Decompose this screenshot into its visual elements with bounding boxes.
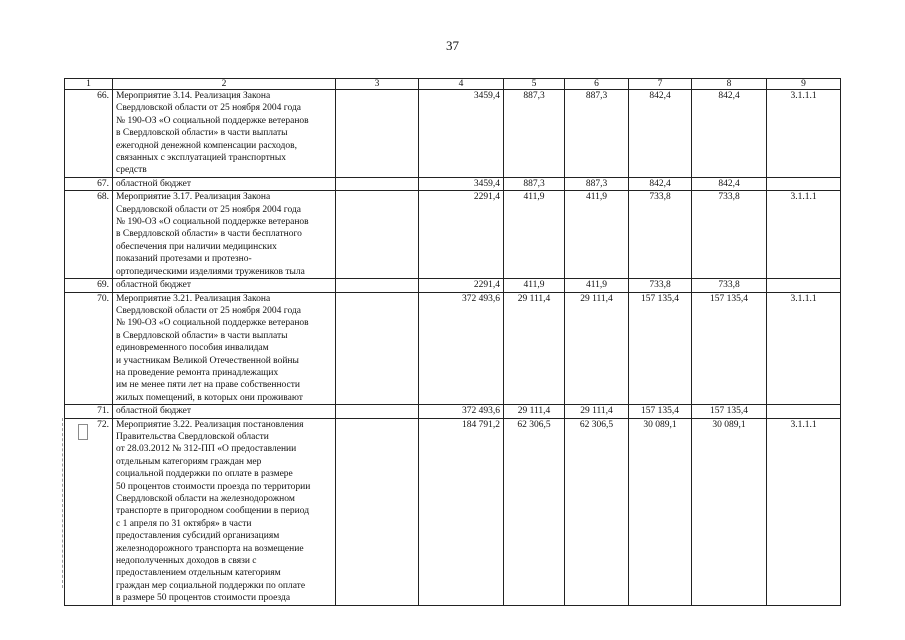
row-description: Мероприятие 3.21. Реализация Закона Свердловской области от 25 ноября 2004 года № 190-ОЗ «О социальной поддержке ветеранов в Свердловской области» в части выплаты единовременного пособия инвалидам и участникам Великой Отечественной войны на проведение ремонта принадлежащих им не менее пяти лет на праве собственности жилых помещений, в которых они проживают [113,292,336,405]
row-value: 733,8 [629,279,692,292]
header-cell: 9 [767,79,841,90]
row-value [336,90,419,178]
row-description: областной бюджет [113,279,336,292]
table-row [65,90,841,178]
data-table [64,78,841,606]
row-value: 842,4 [692,90,767,178]
row-description: Мероприятие 3.22. Реализация постановления Правительства Свердловской области от 28.03.2012 № 312-ПП «О предоставлении отдельным категориям граждан мер социальной поддержки по оплате в размере 50 процентов стоимости проезда по территории Свердловской области на железнодорожном транспорте в пригородном сообщении в период с 1 апреля по 31 октября» в части предоставления субсидий организациям железнодорожного транспорта на возмещение недополученных доходов в связи с предоставлением отдельным категориям граждан мер социальной поддержки по оплате в размере 50 процентов стоимости проезда [113,418,336,605]
row-value [336,292,419,405]
row-value: 3.1.1.1 [767,90,841,178]
row-value: 733,8 [692,279,767,292]
row-value: 733,8 [692,191,767,279]
row-value: 2291,4 [419,191,504,279]
row-value: 887,3 [565,90,629,178]
header-cell: 6 [565,79,629,90]
row-value [336,418,419,605]
row-value: 3.1.1.1 [767,292,841,405]
row-value: 157 135,4 [692,292,767,405]
header-cell: 4 [419,79,504,90]
row-value: 887,3 [504,90,565,178]
stamp-box [78,424,88,440]
header-row [65,79,841,90]
row-value [336,177,419,190]
row-value: 62 306,5 [565,418,629,605]
header-cell: 3 [336,79,419,90]
row-value: 29 111,4 [504,292,565,405]
row-number: 67. [65,177,113,190]
row-value: 30 089,1 [629,418,692,605]
header-cell: 2 [113,79,336,90]
row-description: Мероприятие 3.14. Реализация Закона Свердловской области от 25 ноября 2004 года № 190-ОЗ «О социальной поддержке ветеранов в Свердловской области» в части выплаты ежегодной денежной компенсации расходов, связанных с эксплуатацией транспортных средств [113,90,336,178]
row-description: областной бюджет [113,177,336,190]
row-value: 3.1.1.1 [767,191,841,279]
row-value: 733,8 [629,191,692,279]
row-value: 887,3 [565,177,629,190]
header-cell: 5 [504,79,565,90]
row-value: 2291,4 [419,279,504,292]
page-number: 37 [446,38,459,53]
row-value [767,405,841,418]
row-value: 3.1.1.1 [767,418,841,605]
row-value: 411,9 [565,279,629,292]
row-value: 372 493,6 [419,292,504,405]
row-value [336,191,419,279]
table-row [65,292,841,405]
side-stamp [62,418,87,588]
table-row [65,405,841,418]
row-value [767,177,841,190]
row-value: 157 135,4 [629,405,692,418]
row-value: 29 111,4 [565,292,629,405]
header-cell: 1 [65,79,113,90]
row-value: 887,3 [504,177,565,190]
table-row [65,177,841,190]
row-value: 842,4 [692,177,767,190]
row-value: 62 306,5 [504,418,565,605]
row-value: 372 493,6 [419,405,504,418]
row-number: 68. [65,191,113,279]
row-number: 71. [65,405,113,418]
row-value: 29 111,4 [504,405,565,418]
row-value: 411,9 [504,191,565,279]
row-value: 842,4 [629,177,692,190]
row-value: 157 135,4 [629,292,692,405]
row-value [336,405,419,418]
row-description: Мероприятие 3.17. Реализация Закона Свердловской области от 25 ноября 2004 года № 190-ОЗ «О социальной поддержке ветеранов в Свердловской области» в части бесплатного обеспечения при наличии медицинских показаний протезами и протезно- ортопедическими изделиями тружеников тыла [113,191,336,279]
row-number: 72. [65,418,113,605]
row-value: 3459,4 [419,90,504,178]
row-value: 411,9 [504,279,565,292]
row-value: 411,9 [565,191,629,279]
table-row [65,418,841,605]
row-value: 184 791,2 [419,418,504,605]
row-value: 157 135,4 [692,405,767,418]
row-value [336,279,419,292]
table-row [65,191,841,279]
row-number: 70. [65,292,113,405]
row-value: 842,4 [629,90,692,178]
row-value: 30 089,1 [692,418,767,605]
row-value: 29 111,4 [565,405,629,418]
row-value [767,279,841,292]
row-value: 3459,4 [419,177,504,190]
row-number: 69. [65,279,113,292]
table-row [65,279,841,292]
header-cell: 8 [692,79,767,90]
row-description: областной бюджет [113,405,336,418]
header-cell: 7 [629,79,692,90]
row-number: 66. [65,90,113,178]
